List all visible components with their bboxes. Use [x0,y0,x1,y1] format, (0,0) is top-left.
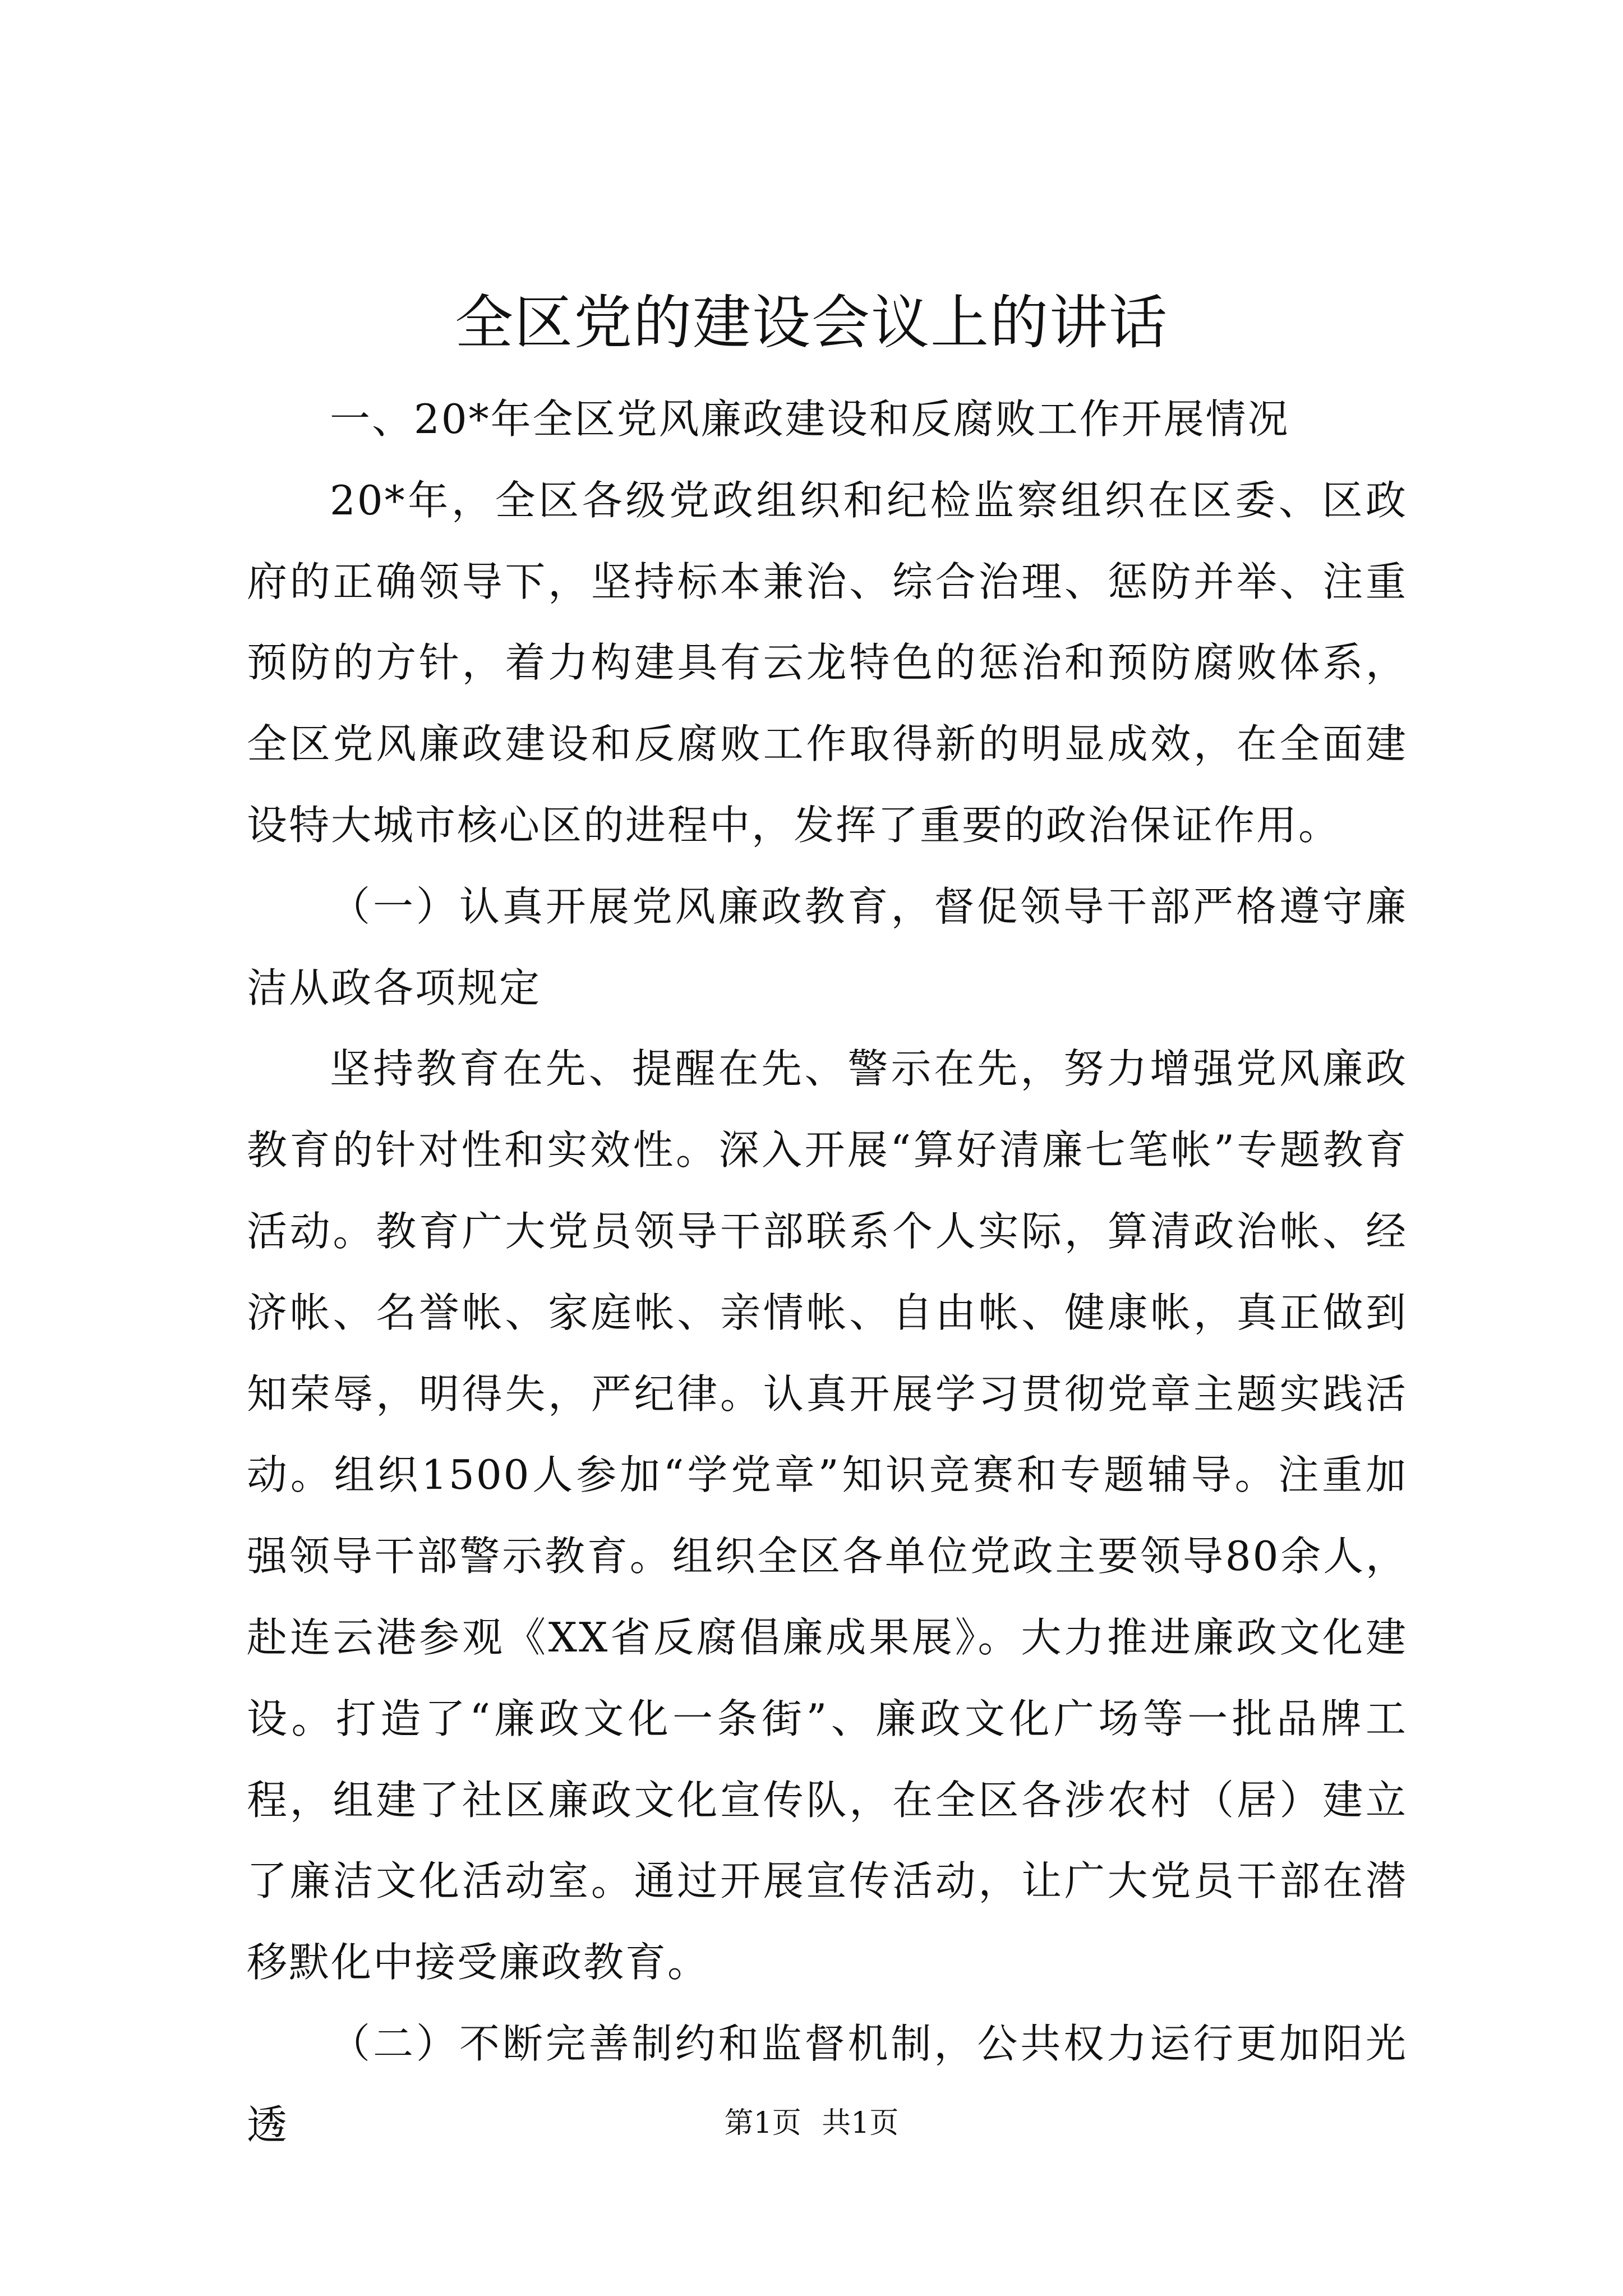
subsection-heading: （二）不断完善制约和监督机制，公共权力运行更加阳光透 [247,2019,1408,2148]
document-body [247,379,1408,2166]
page-footer [0,2104,1623,2143]
body-paragraph: 20*年，全区各级党政组织和纪检监察组织在区委、区政府的正确领导下，坚持标本兼治、综合治理、惩防并举、注重预防的方针，着力构建具有云龙特色的惩治和预防腐败体系，全区党风廉政建设和反腐败工作取得新的明显成效，在全面建设特大城市核心区的进程中，发挥了重要的政治保证作用。 [247,476,1408,849]
subsection-heading: （一）认真开展党风廉政教育，督促领导干部严格遵守廉洁从政各项规定 [247,882,1408,1011]
section-heading: 一、20*年全区党风廉政建设和反腐败工作开展情况 [330,395,1290,443]
page-number: 第1页 [724,2106,801,2140]
page-total: 共1页 [822,2106,899,2140]
body-paragraph: 坚持教育在先、提醒在先、警示在先，努力增强党风廉政教育的针对性和实效性。深入开展“算好清廉七笔帐”专题教育活动。教育广大党员领导干部联系个人实际，算清政治帐、经济帐、名誉帐、家庭帐、亲情帐、自由帐、健康帐，真正做到知荣辱，明得失，严纪律。认真开展学习贯彻党章主题实践活动。组织1500人参加“学党章”知识竞赛和专题辅导。注重加强领导干部警示教育。组织全区各单位党政主要领导80余人，赴连云港参观《XX省反腐倡廉成果展》。大力推进廉政文化建设。打造了“廉政文化一条街”、廉政文化广场等一批品牌工程，组建了社区廉政文化宣传队，在全区各涉农村（居）建立了廉洁文化活动室。通过开展宣传活动，让广大党员干部在潜移默化中接受廉政教育。 [247,1045,1408,1986]
document-title: 全区党的建设会议上的讲话 [454,288,1168,357]
